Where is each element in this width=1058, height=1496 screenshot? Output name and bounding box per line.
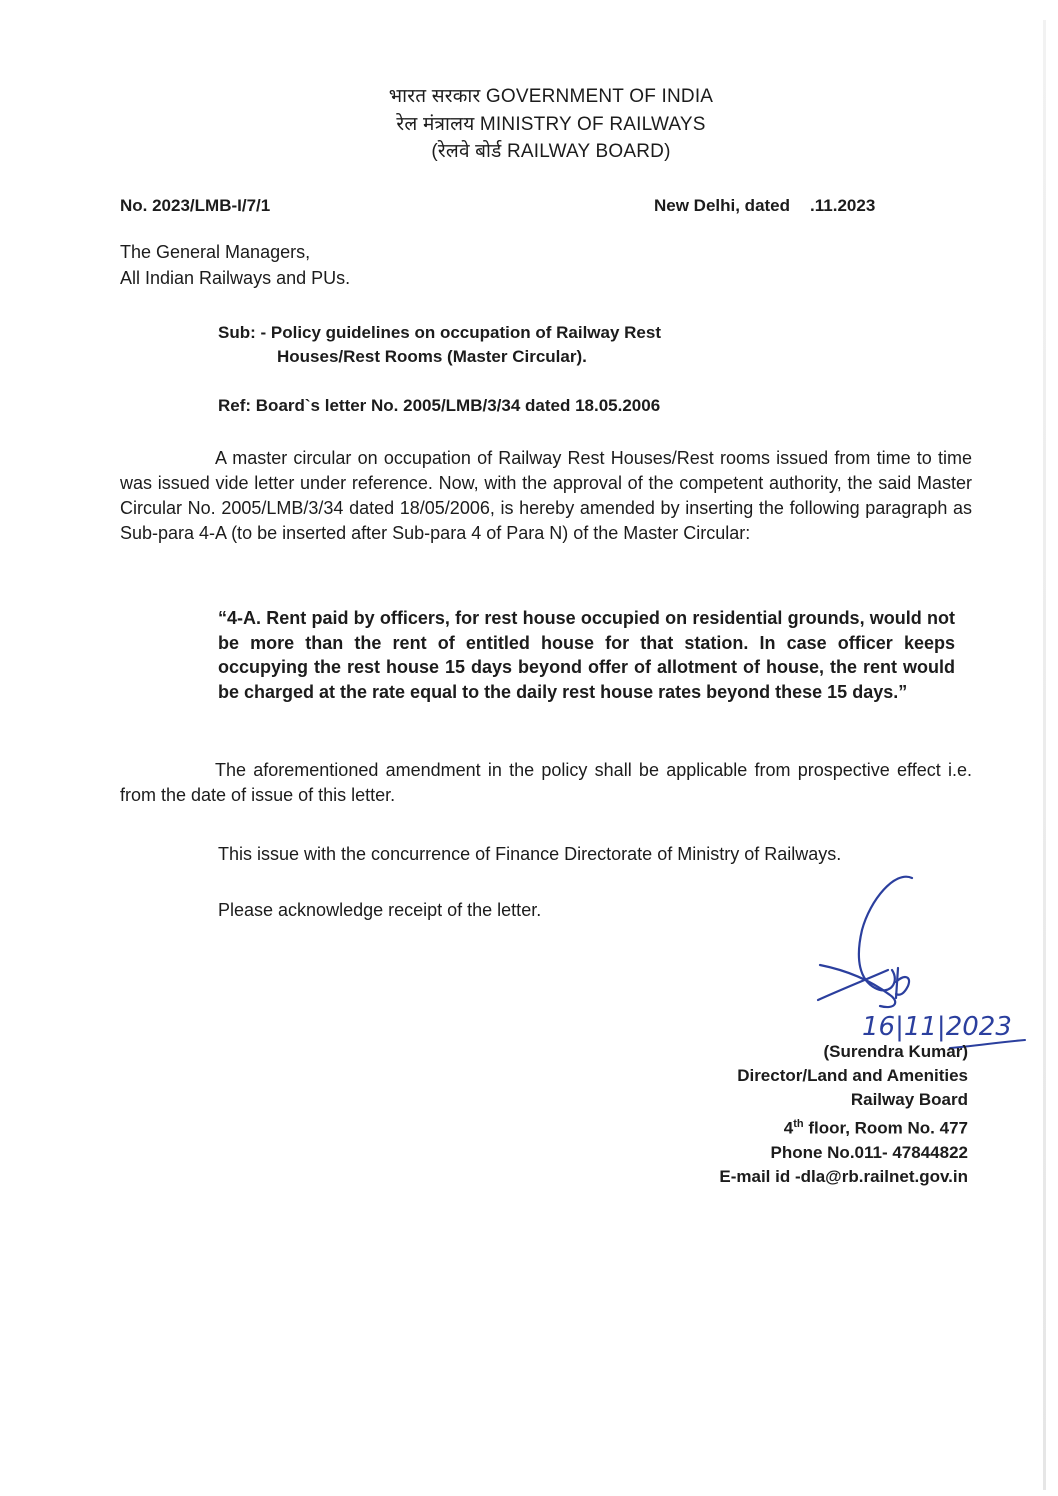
addressee-line-2: All Indian Railways and PUs. xyxy=(120,268,351,288)
letter-number: No. 2023/LMB-I/7/1 xyxy=(120,196,271,215)
signatory-phone: Phone No.011- 47844822 xyxy=(770,1142,968,1162)
subject-line-2: Houses/Rest Rooms (Master Circular). xyxy=(277,347,587,366)
header-ministry: रेल मंत्रालय MINISTRY OF RAILWAYS xyxy=(396,114,706,135)
signature-block xyxy=(719,1040,968,1189)
date-place: New Delhi, dated xyxy=(654,196,791,215)
subject-line-1: Sub: - Policy guidelines on occupation of Railway Rest xyxy=(218,323,662,342)
date-value: .11.2023 xyxy=(810,196,876,215)
signatory-email: E-mail id -dla@rb.railnet.gov.in xyxy=(719,1166,968,1186)
signatory-office: Railway Board xyxy=(850,1090,968,1109)
signatory-designation: Director/Land and Amenities xyxy=(737,1066,968,1085)
paragraph-acknowledge: Please acknowledge receipt of the letter. xyxy=(218,900,542,920)
paragraph-intro: A master circular on occupation of Railway Rest Houses/Rest rooms issued from time to time was issued vide letter under reference. Now, with the approval of the competent authority, the said Master Circular No. 2005/LMB/3/34 dated 18/05/2006, is hereby amended by inserting the following paragraph as Sub-para 4-A (to be inserted after Sub-para 4 of Para N) of the Master Circular: xyxy=(120,448,972,543)
header-board: (रेलवे बोर्ड RAILWAY BOARD) xyxy=(431,141,671,162)
addressee-line-1: The General Managers, xyxy=(120,242,311,262)
subject xyxy=(218,321,818,369)
paragraph-applicability: The aforementioned amendment in the policy shall be applicable from prospective effect i.e. from the date of issue of this letter. xyxy=(120,760,972,805)
date-line xyxy=(654,196,875,216)
signatory-name: (Surendra Kumar) xyxy=(823,1042,968,1061)
header-government: भारत सरकार GOVERNMENT OF INDIA xyxy=(388,86,714,107)
handwritten-signature xyxy=(800,870,1030,1060)
scan-edge-shadow xyxy=(1043,20,1046,1490)
amendment-quote: “4-A. Rent paid by officers, for rest house occupied on residential grounds, would not be more than the rent of entitled house for that station. In case officer keeps occupying the rest house 15 days beyond offer of allotment of house, the rent would be charged at the rate equal to the daily rest house rates beyond these 15 days.” xyxy=(218,608,955,702)
signatory-room: 4th floor, Room No. 477 xyxy=(783,1118,968,1138)
paragraph-concurrence: This issue with the concurrence of Finance Directorate of Ministry of Railways. xyxy=(218,844,842,864)
handwritten-date: 16|11|2023 xyxy=(862,1012,1012,1042)
reference: Ref: Board`s letter No. 2005/LMB/3/34 dated 18.05.2006 xyxy=(218,396,661,415)
